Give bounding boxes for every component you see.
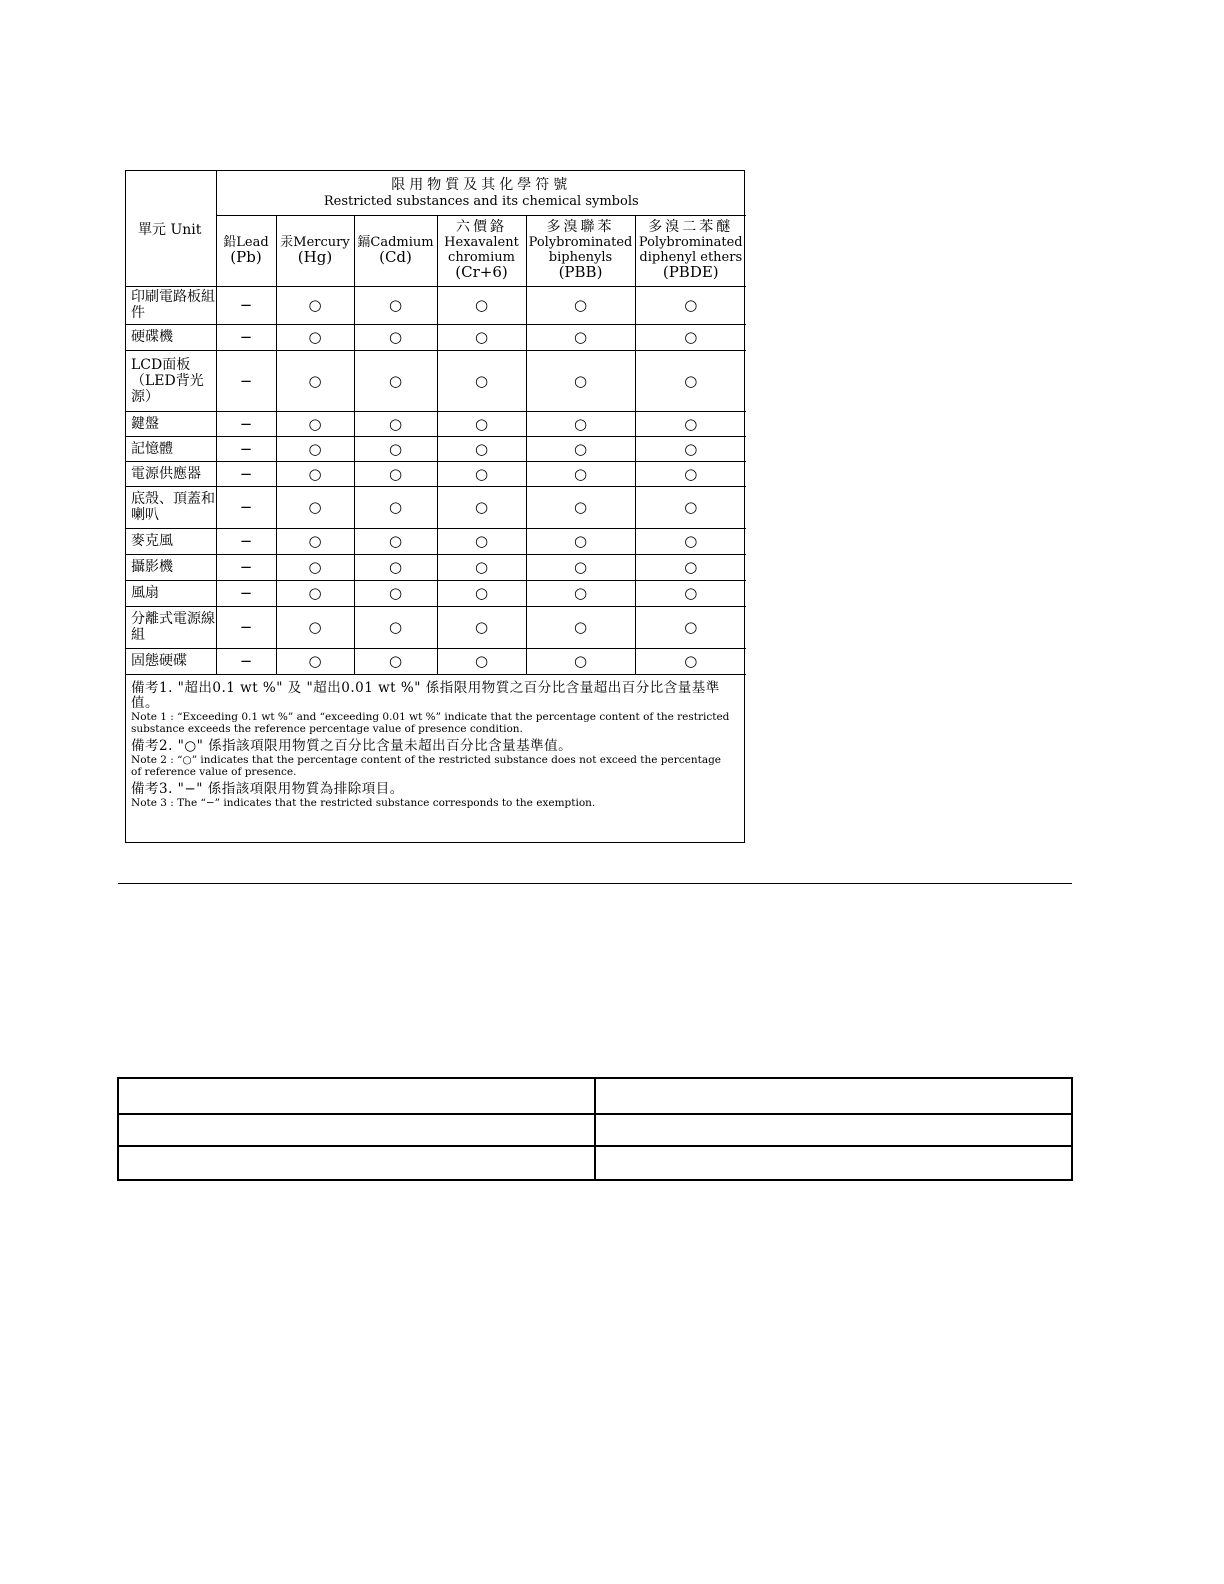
circle-mark: ○ [684, 439, 698, 458]
circle-mark: ○ [308, 558, 322, 576]
compliance-mark [276, 606, 354, 648]
circle-mark: ○ [573, 532, 588, 550]
circle-mark: ○ [388, 558, 403, 576]
substance-symbol: (PBB) [558, 263, 603, 281]
circle-mark: ○ [308, 328, 322, 346]
compliance-mark [216, 486, 276, 528]
substance-symbol: (Cd) [379, 248, 412, 266]
substance-zh: 鉛 [223, 235, 237, 250]
dash-mark: − [239, 532, 253, 550]
circle-mark: ○ [573, 558, 588, 576]
table-row [126, 486, 746, 528]
dash-mark: − [239, 328, 253, 346]
circle-mark: ○ [474, 532, 489, 550]
substance-en: Polybrominated diphenyl ethers [638, 235, 743, 265]
compliance-mark [437, 486, 526, 528]
compliance-mark [276, 461, 354, 486]
circle-mark: ○ [474, 618, 489, 636]
compliance-mark [437, 411, 526, 436]
component-name: 底殼、頂蓋和喇叭 [126, 486, 216, 528]
note-1 [131, 681, 731, 735]
dash-mark: − [239, 414, 253, 433]
compliance-mark [437, 580, 526, 606]
compliance-mark [216, 324, 276, 350]
circle-mark: ○ [684, 464, 698, 483]
substance-symbol: (Pb) [230, 248, 262, 266]
table-row [126, 324, 746, 350]
table-row [126, 286, 746, 324]
dash-mark: − [239, 618, 253, 636]
circle-mark: ○ [684, 618, 698, 636]
empty-table [117, 1077, 1073, 1181]
table-row [126, 350, 746, 411]
compliance-mark [216, 648, 276, 674]
note-en: Note 2 : “○” indicates that the percentage content of the restricted substance does not exceed the percentage of reference value of presence. [131, 754, 722, 778]
component-name: 電源供應器 [126, 461, 216, 486]
compliance-mark [354, 580, 437, 606]
compliance-mark [354, 324, 437, 350]
compliance-mark [526, 554, 635, 580]
substance-en: Lead [236, 235, 269, 250]
substance-en: Mercury [293, 235, 350, 250]
substance-header [276, 215, 354, 286]
compliance-mark [276, 324, 354, 350]
compliance-mark [276, 286, 354, 324]
unit-header: 單元 Unit [126, 171, 216, 286]
table-row [126, 580, 746, 606]
circle-mark: ○ [474, 652, 489, 670]
circle-mark: ○ [474, 558, 489, 576]
circle-mark: ○ [474, 498, 489, 516]
circle-mark: ○ [388, 618, 403, 636]
substance-en: Hexavalent chromium [444, 235, 519, 265]
circle-mark: ○ [308, 498, 322, 516]
compliance-mark [276, 648, 354, 674]
table-cell [595, 1146, 1072, 1180]
compliance-mark [437, 324, 526, 350]
table-row [126, 528, 746, 554]
compliance-mark [526, 606, 635, 648]
note-zh: 備考3. "−" 係指該項限用物質為排除項目。 [131, 781, 404, 797]
circle-mark: ○ [474, 464, 489, 483]
substance-symbol: (Cr+6) [455, 263, 508, 281]
compliance-mark [354, 648, 437, 674]
compliance-mark [354, 528, 437, 554]
circle-mark: ○ [388, 371, 403, 390]
circle-mark: ○ [573, 296, 588, 314]
table-row [126, 411, 746, 436]
compliance-mark [635, 350, 746, 411]
table-cell [118, 1114, 595, 1146]
compliance-mark [635, 286, 746, 324]
note-en: Note 1 : “Exceeding 0.1 wt %” and “exceeding 0.01 wt %” indicate that the percentage content of the restricted substance exceeds the reference percentage value of presence condition. [131, 711, 730, 735]
substance-zh: 六價鉻 [456, 219, 507, 235]
compliance-mark [354, 606, 437, 648]
compliance-mark [635, 606, 746, 648]
note-2 [131, 739, 731, 778]
dash-mark: − [239, 498, 253, 516]
compliance-mark [437, 350, 526, 411]
compliance-mark [276, 554, 354, 580]
circle-mark: ○ [388, 296, 403, 314]
compliance-mark [354, 350, 437, 411]
rohs-table-body [126, 286, 746, 674]
component-name: 麥克風 [126, 528, 216, 554]
compliance-mark [526, 286, 635, 324]
circle-mark: ○ [684, 584, 698, 602]
circle-mark: ○ [474, 328, 489, 346]
compliance-mark [635, 461, 746, 486]
circle-mark: ○ [573, 618, 588, 636]
compliance-mark [437, 648, 526, 674]
compliance-mark [216, 580, 276, 606]
circle-mark: ○ [684, 328, 698, 346]
note-en: Note 3 : The “−” indicates that the restricted substance corresponds to the exemption. [131, 797, 596, 809]
component-name: 攝影機 [126, 554, 216, 580]
note-zh: 備考1. "超出0.1 wt %" 及 "超出0.01 wt %" 係指限用物質之百分比含量超出百分比含量基準值。 [131, 680, 720, 711]
circle-mark: ○ [308, 439, 322, 458]
compliance-mark [635, 324, 746, 350]
note-zh: 備考2. "○" 係指該項限用物質之百分比含量未超出百分比含量基準值。 [131, 738, 573, 754]
circle-mark: ○ [573, 464, 588, 483]
circle-mark: ○ [573, 414, 588, 433]
notes-section [131, 681, 731, 813]
circle-mark: ○ [573, 371, 588, 390]
substance-header [354, 215, 437, 286]
component-name: LCD面板（LED背光源） [126, 350, 216, 411]
compliance-mark [526, 411, 635, 436]
compliance-mark [354, 461, 437, 486]
compliance-mark [354, 486, 437, 528]
circle-mark: ○ [573, 498, 588, 516]
compliance-mark [354, 411, 437, 436]
component-name: 分離式電源線組 [126, 606, 216, 648]
compliance-mark [354, 554, 437, 580]
dash-mark: − [239, 652, 253, 670]
substance-zh: 汞 [280, 235, 294, 250]
substance-zh: 多溴二苯醚 [648, 219, 734, 235]
circle-mark: ○ [308, 464, 322, 483]
circle-mark: ○ [573, 652, 588, 670]
component-name: 鍵盤 [126, 411, 216, 436]
table-row [126, 436, 746, 461]
dash-mark: − [239, 439, 253, 458]
substances-title-en: Restricted substances and its chemical symbols [323, 193, 639, 209]
dash-mark: − [239, 558, 253, 576]
dash-mark: − [239, 584, 253, 602]
substance-en: Polybrominated biphenyls [528, 235, 633, 265]
compliance-mark [437, 286, 526, 324]
dash-mark: − [239, 464, 253, 483]
circle-mark: ○ [388, 414, 403, 433]
substances-header [216, 171, 746, 215]
horizontal-divider [118, 883, 1072, 884]
compliance-mark [276, 486, 354, 528]
compliance-mark [216, 436, 276, 461]
compliance-mark [635, 554, 746, 580]
component-name: 記憶體 [126, 436, 216, 461]
circle-mark: ○ [573, 328, 588, 346]
rohs-table-box [125, 170, 745, 843]
circle-mark: ○ [388, 328, 403, 346]
circle-mark: ○ [684, 414, 698, 433]
dash-mark: − [239, 296, 253, 314]
substance-en: Cadmium [370, 235, 434, 250]
component-name: 印刷電路板組件 [126, 286, 216, 324]
circle-mark: ○ [308, 414, 322, 433]
circle-mark: ○ [474, 439, 489, 458]
table-row [126, 461, 746, 486]
compliance-mark [216, 350, 276, 411]
circle-mark: ○ [388, 652, 403, 670]
compliance-mark [216, 528, 276, 554]
compliance-mark [276, 436, 354, 461]
compliance-mark [437, 436, 526, 461]
table-row [126, 606, 746, 648]
compliance-mark [354, 436, 437, 461]
compliance-mark [635, 436, 746, 461]
component-name: 風扇 [126, 580, 216, 606]
component-name: 硬碟機 [126, 324, 216, 350]
compliance-mark [635, 528, 746, 554]
compliance-mark [354, 286, 437, 324]
circle-mark: ○ [474, 371, 489, 390]
substance-header [526, 215, 635, 286]
circle-mark: ○ [474, 584, 489, 602]
circle-mark: ○ [388, 584, 403, 602]
compliance-mark [635, 486, 746, 528]
circle-mark: ○ [684, 498, 698, 516]
substance-symbol: (PBDE) [662, 263, 719, 281]
circle-mark: ○ [308, 296, 322, 314]
circle-mark: ○ [308, 371, 322, 390]
compliance-mark [276, 580, 354, 606]
dash-mark: − [239, 371, 253, 390]
compliance-mark [216, 411, 276, 436]
compliance-mark [526, 648, 635, 674]
circle-mark: ○ [684, 296, 698, 314]
circle-mark: ○ [388, 498, 403, 516]
compliance-mark [526, 324, 635, 350]
compliance-mark [526, 461, 635, 486]
circle-mark: ○ [308, 618, 322, 636]
compliance-mark [526, 436, 635, 461]
compliance-mark [437, 528, 526, 554]
table-cell [595, 1114, 1072, 1146]
compliance-mark [526, 486, 635, 528]
component-name: 固態硬碟 [126, 648, 216, 674]
table-cell [595, 1078, 1072, 1114]
table-row [126, 554, 746, 580]
circle-mark: ○ [308, 652, 322, 670]
circle-mark: ○ [573, 439, 588, 458]
compliance-mark [276, 350, 354, 411]
circle-mark: ○ [573, 584, 588, 602]
substance-zh: 鎘 [357, 235, 371, 250]
substances-title-zh: 限用物質及其化學符號 [391, 176, 572, 193]
compliance-mark [216, 461, 276, 486]
compliance-mark [437, 461, 526, 486]
table-cell [118, 1146, 595, 1180]
substance-symbol: (Hg) [297, 248, 333, 266]
compliance-mark [216, 554, 276, 580]
compliance-mark [635, 648, 746, 674]
substance-header [635, 215, 746, 286]
rohs-table [126, 171, 746, 675]
compliance-mark [216, 286, 276, 324]
table-cell [118, 1078, 595, 1114]
compliance-mark [526, 350, 635, 411]
circle-mark: ○ [388, 464, 403, 483]
circle-mark: ○ [308, 584, 322, 602]
circle-mark: ○ [474, 414, 489, 433]
substance-header [216, 215, 276, 286]
circle-mark: ○ [684, 652, 698, 670]
circle-mark: ○ [684, 371, 698, 390]
compliance-mark [216, 606, 276, 648]
substance-header [437, 215, 526, 286]
circle-mark: ○ [388, 532, 403, 550]
substance-zh: 多溴聯苯 [546, 219, 615, 235]
circle-mark: ○ [684, 558, 698, 576]
circle-mark: ○ [474, 296, 489, 314]
circle-mark: ○ [684, 532, 698, 550]
compliance-mark [526, 528, 635, 554]
compliance-mark [635, 411, 746, 436]
circle-mark: ○ [308, 532, 322, 550]
compliance-mark [437, 554, 526, 580]
compliance-mark [276, 528, 354, 554]
compliance-mark [276, 411, 354, 436]
compliance-mark [635, 580, 746, 606]
table-row [126, 648, 746, 674]
compliance-mark [526, 580, 635, 606]
note-3 [131, 782, 731, 809]
circle-mark: ○ [388, 439, 403, 458]
compliance-mark [437, 606, 526, 648]
